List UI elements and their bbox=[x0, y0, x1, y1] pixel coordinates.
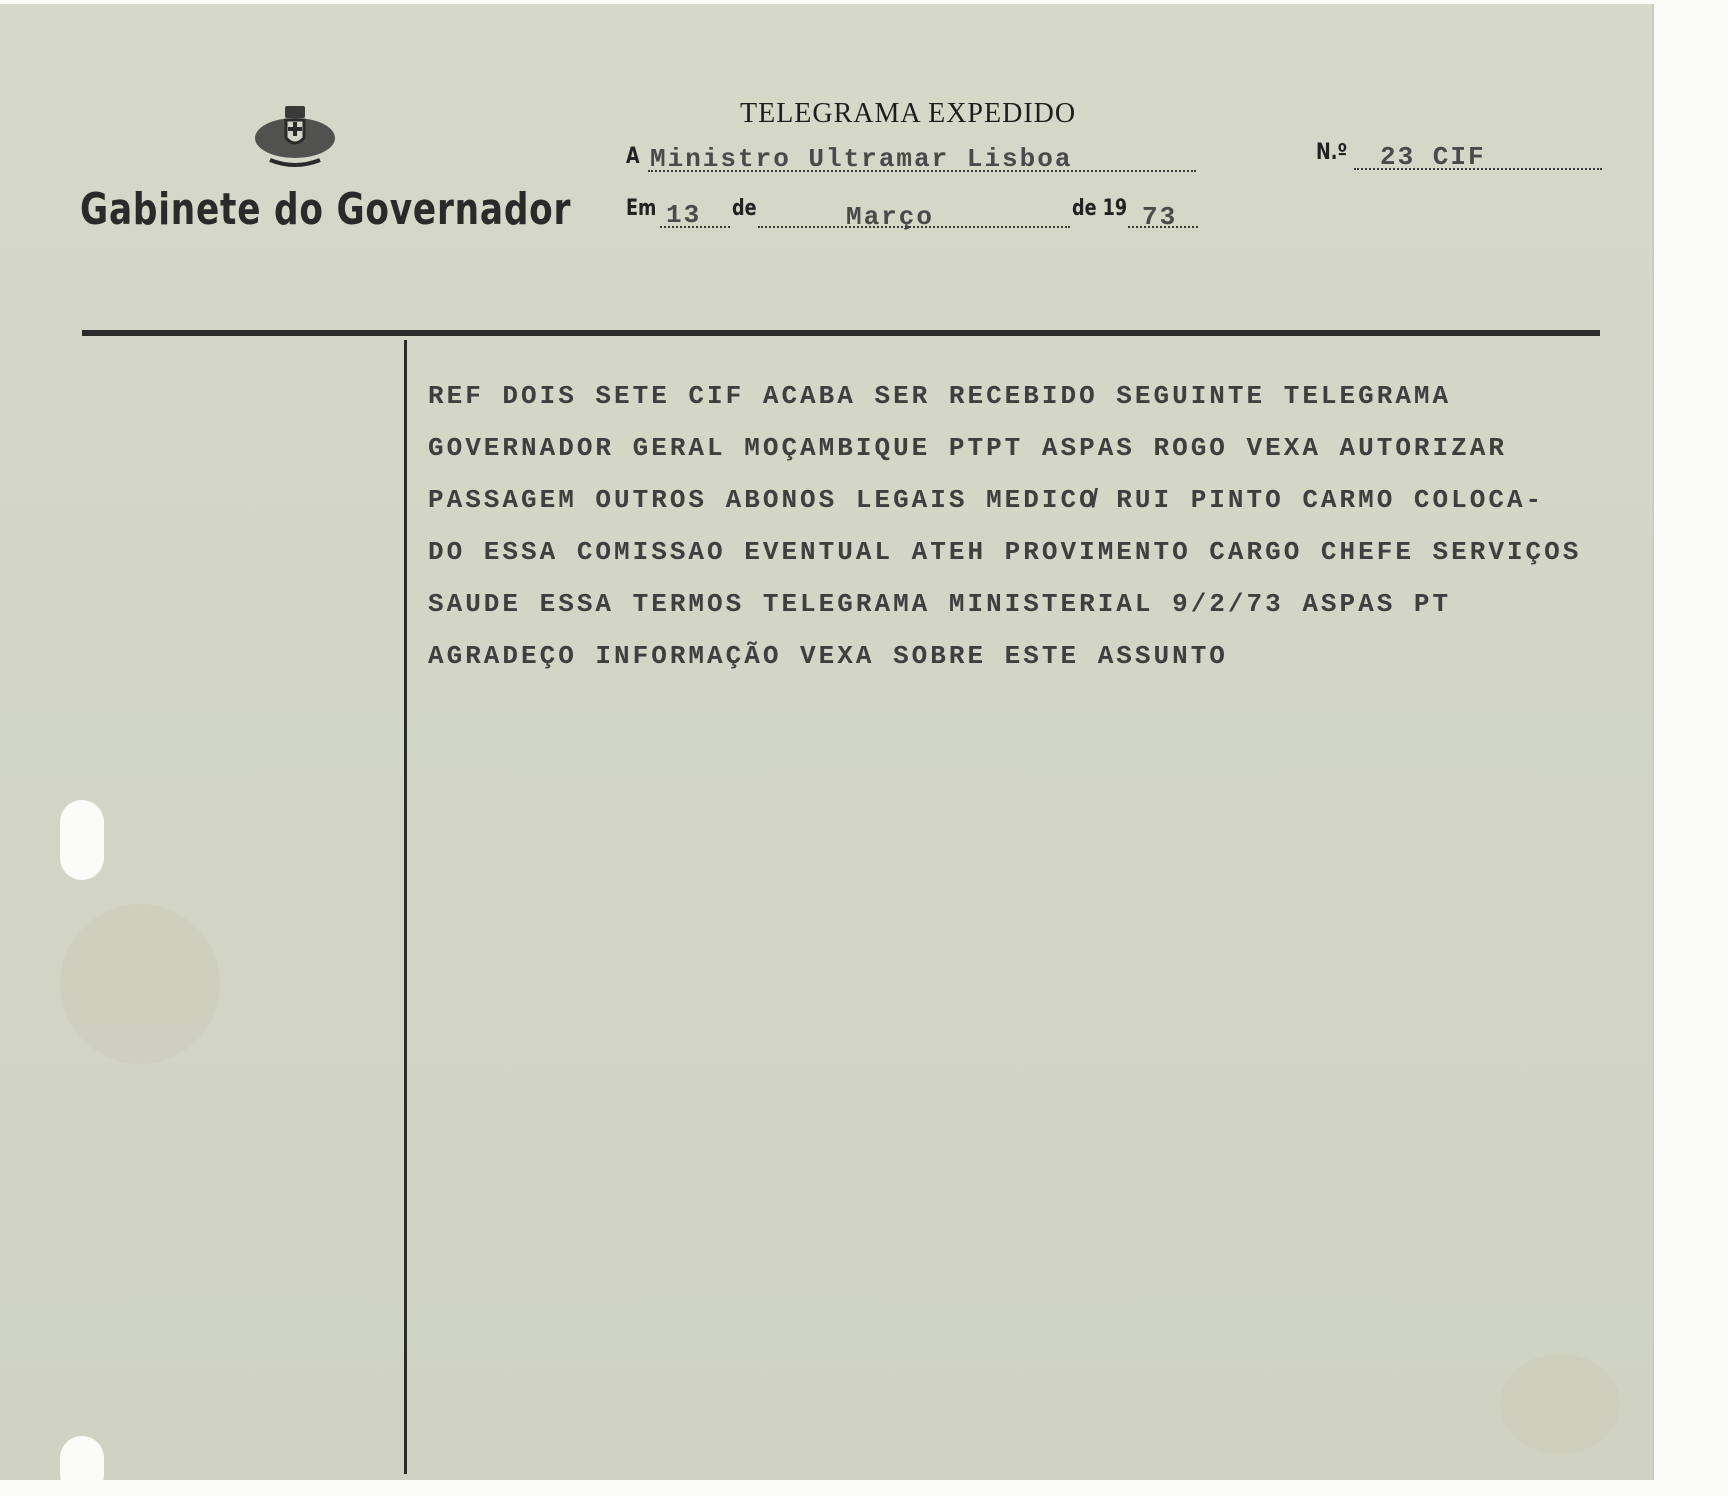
body-line: SAUDE ESSA TERMOS TELEGRAMA MINISTERIAL 9/2/73 ASPAS PT bbox=[428, 589, 1452, 619]
to-label: A bbox=[626, 144, 640, 169]
paper-stain bbox=[1500, 1354, 1620, 1454]
office-name: Gabinete do Governador bbox=[80, 184, 572, 235]
number-value: 23 CIF bbox=[1380, 142, 1486, 172]
margin-divider bbox=[404, 340, 407, 1474]
coat-of-arms-icon bbox=[250, 100, 340, 170]
form-title: TELEGRAMA EXPEDIDO bbox=[740, 98, 1077, 129]
body-line: GOVERNADOR GERAL MOÇAMBIQUE PTPT ASPAS ROGO VEXA AUTORIZAR bbox=[428, 433, 1507, 463]
punch-hole bbox=[60, 800, 104, 880]
number-label: N.º bbox=[1316, 140, 1348, 165]
header-divider bbox=[82, 330, 1600, 336]
year-label: de 19 bbox=[1072, 196, 1128, 221]
body-line: DO ESSA COMISSAO EVENTUAL ATEH PROVIMENTO CARGO CHEFE SERVIÇOS bbox=[428, 537, 1582, 567]
body-line: PASSAGEM OUTROS ABONOS LEGAIS MEDICO̸ RUI PINTO CARMO COLOCA- bbox=[428, 485, 1545, 515]
date-day: 13 bbox=[666, 200, 702, 230]
body-line: AGRADEÇO INFORMAÇÃO VEXA SOBRE ESTE ASSUNTO bbox=[428, 641, 1228, 671]
date-year: 73 bbox=[1142, 202, 1178, 232]
date-de-label: de bbox=[732, 196, 757, 221]
punch-hole bbox=[60, 1436, 104, 1496]
telegram-form bbox=[0, 4, 1652, 1480]
to-value: Ministro Ultramar Lisboa bbox=[650, 144, 1073, 174]
date-prefix-label: Em bbox=[626, 196, 657, 221]
paper-stain bbox=[60, 904, 220, 1064]
telegram-body bbox=[428, 370, 1581, 682]
body-line: REF DOIS SETE CIF ACABA SER RECEBIDO SEGUINTE TELEGRAMA bbox=[428, 381, 1452, 411]
date-month: Março bbox=[846, 202, 935, 232]
